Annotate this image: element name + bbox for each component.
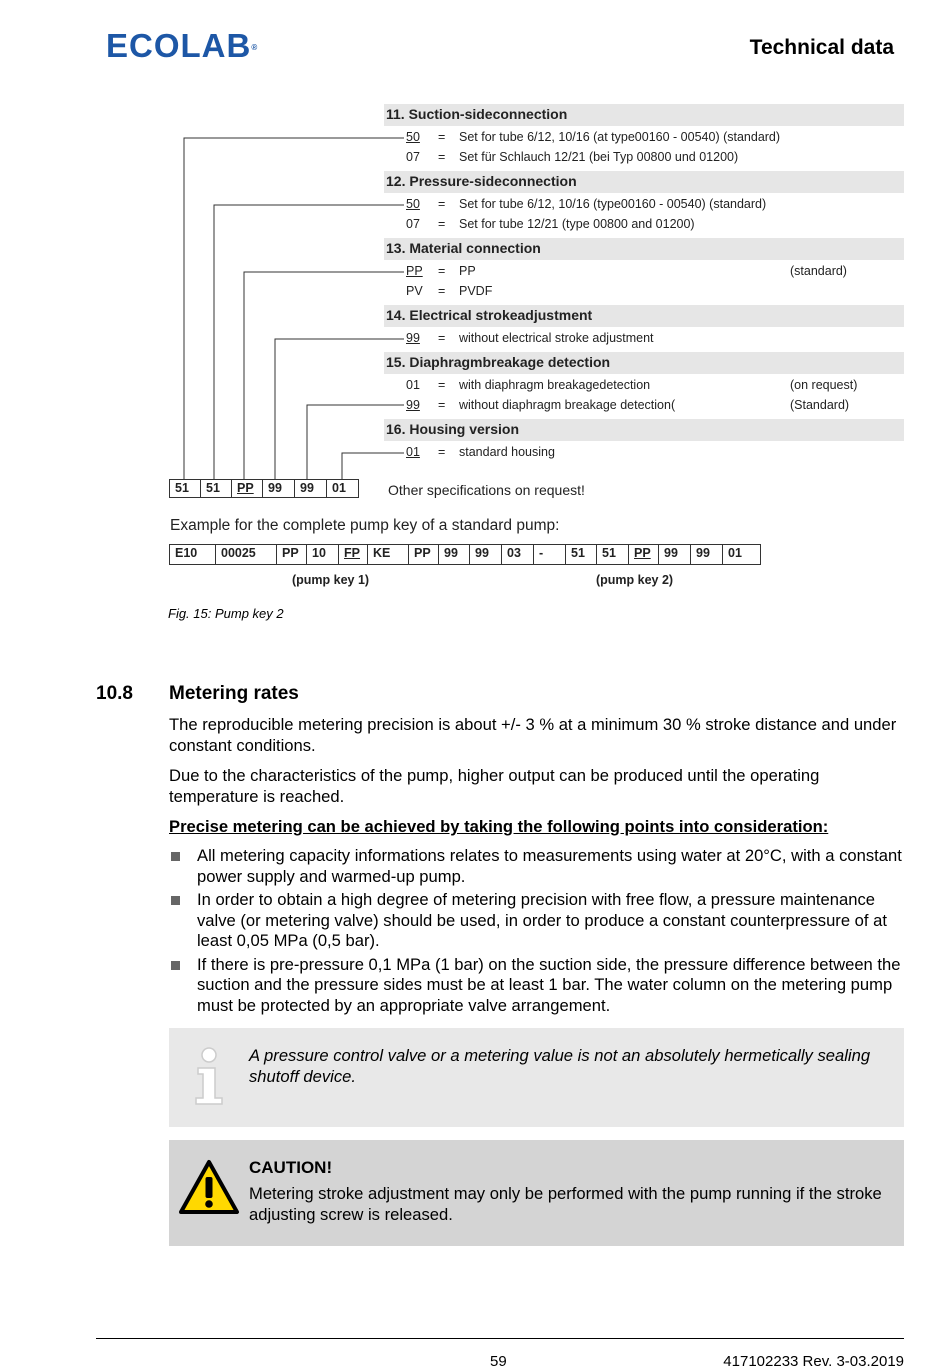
row-eq: =	[438, 150, 446, 164]
footer-divider	[96, 1338, 904, 1339]
row-desc: Set für Schlauch 12/21 (bei Typ 00800 und 01200)	[459, 150, 739, 164]
section-title: 11. Suction-sideconnection	[386, 106, 568, 122]
pump-key-1-label: (pump key 1)	[292, 573, 370, 587]
row-desc: without electrical stroke adjustment	[459, 331, 654, 345]
list-item: If there is pre-pressure 0,1 MPa (1 bar) on the suction side, the pressure difference between the suction and the pressure sides must be at least 1 bar. The water column on the metering pump must be protected by an appropriate valve arrangement.	[169, 955, 909, 1017]
ecolab-logo: ECOLAB®	[106, 27, 259, 64]
row-code: 07	[406, 150, 420, 164]
bullet-square-icon	[171, 896, 180, 905]
example-cell: FP	[339, 545, 368, 564]
example-cell: PP	[629, 545, 659, 564]
page-header-title: Technical data	[749, 36, 894, 59]
row-code: 99	[406, 398, 420, 412]
bullet-square-icon	[171, 852, 180, 861]
example-cell: 99	[470, 545, 502, 564]
example-cell: 03	[502, 545, 534, 564]
example-cell: PP	[409, 545, 439, 564]
warning-triangle-icon	[178, 1159, 240, 1215]
paragraph: Due to the characteristics of the pump, higher output can be produced until the operating temperature is reached.	[169, 766, 820, 806]
row-eq: =	[438, 130, 446, 144]
row-desc: Set for tube 12/21 (type 00800 and 01200)	[459, 217, 695, 231]
key-cell: 99	[263, 480, 295, 497]
key-cell: 99	[295, 480, 327, 497]
page-number: 59	[490, 1353, 507, 1370]
example-cell: PP	[277, 545, 307, 564]
caution-text: Metering stroke adjustment may only be performed with the pump running if the stroke adjusting screw is released.	[249, 1184, 882, 1224]
row-note: (Standard)	[790, 398, 850, 412]
row-code: PV	[406, 284, 423, 298]
row-eq: =	[438, 378, 446, 392]
caution-title: CAUTION!	[249, 1158, 333, 1177]
row-desc: Set for tube 6/12, 10/16 (at type00160 - 00540) (standard)	[459, 130, 781, 144]
example-cell: 01	[728, 546, 742, 560]
row-eq: =	[438, 331, 446, 345]
example-title: Example for the complete pump key of a standard pump:	[170, 517, 560, 534]
example-key-box	[169, 544, 761, 565]
example-cell: KE	[368, 545, 409, 564]
row-code: 01	[406, 445, 420, 459]
row-code: PP	[406, 264, 423, 278]
example-cell: -	[534, 545, 566, 564]
document-revision: 417102233 Rev. 3-03.2019	[723, 1353, 904, 1370]
example-cell: 99	[439, 545, 470, 564]
section-title: 12. Pressure-sideconnection	[386, 173, 577, 189]
example-cell: 00025	[216, 545, 277, 564]
row-desc: without diaphragm breakage detection(	[459, 398, 676, 412]
key-cell: 51	[201, 480, 232, 497]
bullet-square-icon	[171, 961, 180, 970]
row-eq: =	[438, 445, 446, 459]
key-cell: PP	[232, 480, 263, 497]
other-spec-text: Other specifications on request!	[388, 482, 585, 498]
example-cell: 99	[659, 545, 691, 564]
row-code: 50	[406, 197, 420, 211]
section-title: 13. Material connection	[386, 240, 541, 256]
figure-caption: Fig. 15: Pump key 2	[168, 606, 284, 621]
example-cell: 51	[597, 545, 629, 564]
info-icon	[191, 1046, 227, 1106]
row-eq: =	[438, 264, 446, 278]
key-cell: 01	[332, 481, 346, 495]
bullet-list	[169, 846, 909, 1019]
emphasis-paragraph: Precise metering can be achieved by taking the following points into consideration:	[169, 817, 829, 836]
row-desc: Set for tube 6/12, 10/16 (type00160 - 00540) (standard)	[459, 197, 767, 211]
row-desc: with diaphragm breakagedetection	[459, 378, 651, 392]
row-desc: PVDF	[459, 284, 493, 298]
row-note: (on request)	[790, 378, 858, 392]
example-cell: E10	[170, 545, 216, 564]
row-eq: =	[438, 398, 446, 412]
pump-key-2-box	[169, 479, 359, 498]
row-code: 50	[406, 130, 420, 144]
paragraph: The reproducible metering precision is about +/- 3 % at a minimum 30 % stroke distance and under constant conditions.	[169, 715, 897, 755]
section-title: 15. Diaphragmbreakage detection	[386, 354, 611, 370]
row-note: (standard)	[790, 264, 847, 278]
example-cell: 51	[566, 545, 597, 564]
row-eq: =	[438, 197, 446, 211]
row-desc: standard housing	[459, 445, 555, 459]
section-title: 14. Electrical strokeadjustment	[386, 307, 593, 323]
row-code: 01	[406, 378, 420, 392]
info-note-text: A pressure control valve or a metering value is not an absolutely hermetically sealing shutoff device.	[249, 1046, 871, 1086]
section-title: Metering rates	[169, 683, 299, 704]
section-number: 10.8	[96, 683, 133, 704]
list-item: In order to obtain a high degree of metering precision with free flow, a pressure maintenance valve (or metering valve) should be used, in order to produce a constant counterpressure of at least 0,05 MPa (0,5 bar).	[169, 890, 909, 952]
list-item: All metering capacity informations relates to measurements using water at 20°C, with a constant power supply and warmed-up pump.	[169, 846, 909, 887]
key-cell: 51	[170, 480, 201, 497]
section-title: 16. Housing version	[386, 421, 520, 437]
row-desc: PP	[459, 264, 476, 278]
row-code: 07	[406, 217, 420, 231]
pump-key-2-label: (pump key 2)	[596, 573, 674, 587]
example-cell: 99	[691, 545, 723, 564]
row-code: 99	[406, 331, 420, 345]
pump-key-figure	[168, 102, 904, 592]
row-eq: =	[438, 217, 446, 231]
row-eq: =	[438, 284, 446, 298]
example-cell: 10	[307, 545, 339, 564]
